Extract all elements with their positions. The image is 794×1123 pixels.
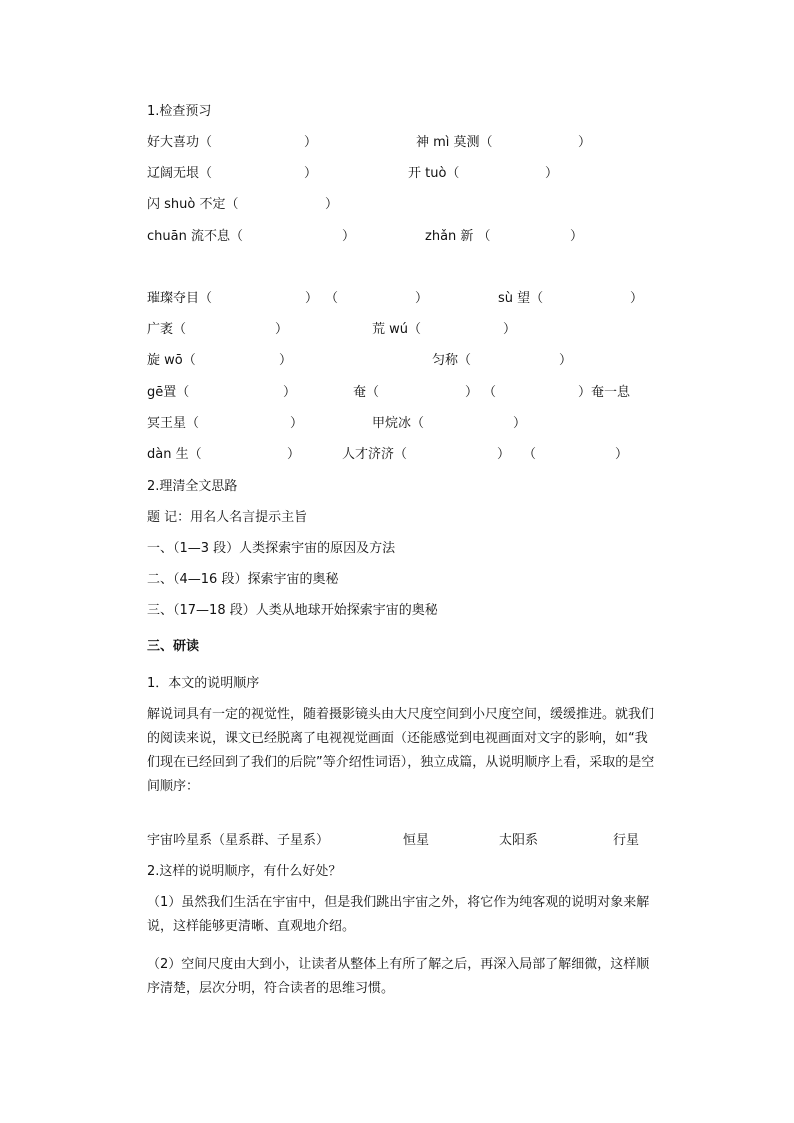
vocab-item: ）奄一息 bbox=[578, 385, 631, 400]
outline-line: 二、（4—16 段）探索宇宙的奥秘 bbox=[147, 572, 339, 587]
blank-open: （ bbox=[483, 385, 497, 400]
blank-close: ） bbox=[615, 447, 629, 462]
vocab-item: zhǎn 新 （ bbox=[425, 229, 491, 244]
blank-close: ） bbox=[570, 229, 584, 244]
paragraph: （1）虽然我们生活在宇宙中，但是我们跳出宇宙之外，将它作为纯客观的说明对象来解说，这样能够更清晰、直观地介绍。 bbox=[147, 895, 650, 934]
outline-line: 一、（1—3 段）人类探索宇宙的原因及方法 bbox=[147, 541, 396, 556]
blank-close: ） bbox=[578, 135, 592, 150]
vocab-item: gē置（ bbox=[147, 385, 190, 400]
sequence-item: 恒星 bbox=[403, 833, 430, 848]
section-heading-study: 三、研读 bbox=[147, 639, 200, 654]
sequence-item: 行星 bbox=[613, 833, 640, 848]
blank-close: ） bbox=[287, 447, 301, 462]
subheading: 2.这样的说明顺序，有什么好处？ bbox=[147, 864, 342, 879]
blank-open: （ bbox=[325, 291, 339, 306]
vocab-item: 人才济济（ bbox=[342, 447, 408, 462]
blank-close: ） bbox=[465, 385, 479, 400]
outline-line: 题 记：用名人名言提示主旨 bbox=[147, 510, 308, 525]
vocab-item: 荒 wú（ bbox=[372, 322, 422, 337]
paragraph: 解说词具有一定的视觉性，随着摄影镜头由大尺度空间到小尺度空间，缓缓推进。就我们的阅读来说，课文已经脱离了电视视觉画面（还能感觉到电视画面对文字的影响，如“我们现在已经回到了我们的后院”等介绍性词语），独立成篇，从说明顺序上看，采取的是空间顺序： bbox=[147, 707, 655, 794]
vocab-item: 辽阔无垠（ bbox=[147, 166, 213, 181]
blank-close: ） bbox=[275, 322, 289, 337]
blank-close: ） bbox=[342, 229, 356, 244]
vocab-item: 璀璨夺目（ bbox=[147, 291, 213, 306]
blank-close: ） bbox=[415, 291, 429, 306]
vocab-item: chuān 流不息（ bbox=[147, 229, 243, 244]
blank-close: ） bbox=[630, 291, 644, 306]
vocab-item: 广袤（ bbox=[147, 322, 187, 337]
blank-close: ） bbox=[304, 135, 318, 150]
section-heading-preview: 1.检查预习 bbox=[147, 104, 212, 119]
blank-close: ） bbox=[503, 322, 517, 337]
vocab-item: sù 望（ bbox=[498, 291, 544, 306]
vocab-item: 甲烷冰（ bbox=[372, 416, 425, 431]
outline-line: 三、（17—18 段）人类从地球开始探索宇宙的奥秘 bbox=[147, 603, 438, 618]
sequence-item: 太阳系 bbox=[499, 833, 539, 848]
vocab-item: 奄（ bbox=[353, 385, 380, 400]
vocab-item: 好大喜功（ bbox=[147, 135, 213, 150]
vocab-item: 旋 wō（ bbox=[147, 353, 196, 368]
blank-close: ） bbox=[305, 291, 319, 306]
section-heading-outline: 2.理清全文思路 bbox=[147, 479, 238, 494]
blank-close: ） bbox=[497, 447, 511, 462]
blank-close: ） bbox=[304, 166, 318, 181]
vocab-item: 开 tuò（ bbox=[408, 166, 460, 181]
subheading: 1．本文的说明顺序 bbox=[147, 676, 260, 691]
vocab-item: 神 mì 莫测（ bbox=[416, 135, 493, 150]
blank-close: ） bbox=[545, 166, 559, 181]
blank-close: ） bbox=[325, 197, 339, 212]
blank-close: ） bbox=[283, 385, 297, 400]
paragraph: （2）空间尺度由大到小，让读者从整体上有所了解之后，再深入局部了解细微，这样顺序清楚，层次分明，符合读者的思维习惯。 bbox=[147, 957, 650, 996]
vocab-item: 闪 shuò 不定（ bbox=[147, 197, 239, 212]
sequence-item: 宇宙吟星系（星系群、子星系） bbox=[147, 833, 330, 848]
blank-open: （ bbox=[523, 447, 537, 462]
vocab-item: 匀称（ bbox=[432, 353, 472, 368]
blank-close: ） bbox=[290, 416, 304, 431]
vocab-item: 冥王星（ bbox=[147, 416, 200, 431]
blank-close: ） bbox=[513, 416, 527, 431]
blank-close: ） bbox=[559, 353, 573, 368]
blank-close: ） bbox=[279, 353, 293, 368]
vocab-item: dàn 生（ bbox=[147, 447, 202, 462]
